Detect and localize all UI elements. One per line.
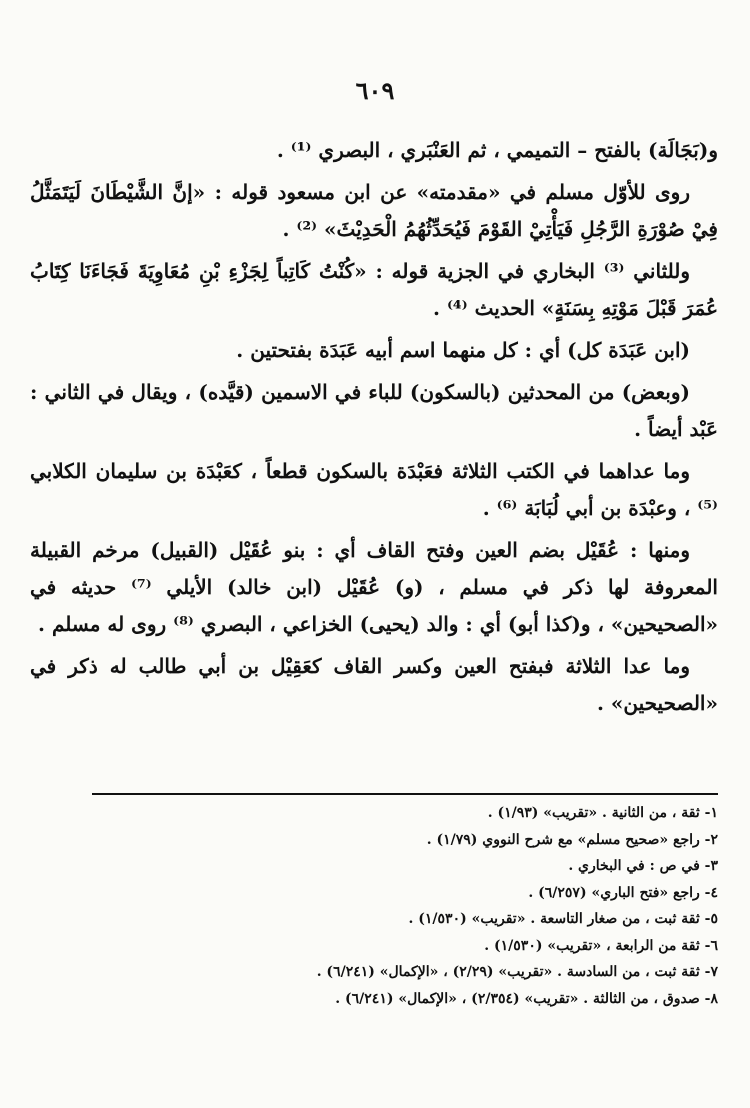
footnote: ٨- صدوق ، من الثالثة . «تقريب» (٢/٣٥٤) ، «الإكمال» (٦/٢٤١) . xyxy=(335,990,718,1007)
footnote: ٦- ثقة من الرابعة ، «تقريب» (١/٥٣٠) . xyxy=(484,937,718,954)
paragraph: وما عدا الثلاثة فبفتح العين وكسر القاف كعَقِيْل بن أبي طالب له ذكر في «الصحيحين» . xyxy=(30,654,718,715)
main-text xyxy=(30,132,718,727)
footnote: ٤- راجع «فتح الباري» (٦/٢٥٧) . xyxy=(528,884,718,901)
paragraph: وما عداهما في الكتب الثلاثة فعَبْدَة بالسكون قطعاً ، كعَبْدَة بن سليمان الكلابي ⁽⁵⁾ ، وعبْدَة بن أبي لُبَابَة ⁽⁶⁾ . xyxy=(30,459,718,520)
paragraph: (وبعض) من المحدثين (بالسكون) للباء في الاسمين (قيَّده) ، ويقال في الثاني : عَبْد أيضاً . xyxy=(30,380,718,441)
paragraph: (ابن عَبَدَة كل) أي : كل منهما اسم أبيه عَبَدَة بفتحتين . xyxy=(236,338,690,362)
footnote: ١- ثقة ، من الثانية . «تقريب» (١/٩٣) . xyxy=(487,805,718,821)
paragraph: ومنها : عُقَيْل بضم العين وفتح القاف أي : بنو عُقَيْل (القبيل) مرخم القبيلة المعروفة لها ذكر في مسلم ، (و) عُقَيْل (ابن خالد) الأيلي ⁽⁷⁾ حديثه في «الصحيحين» ، و(كذا أبو) أي : والد (يحيى) الخزاعي ، البصري ⁽⁸⁾ روى له مسلم . xyxy=(30,538,718,636)
footnote: ٧- ثقة ثبت ، من السادسة . «تقريب» (٢/٢٩) ، «الإكمال» (٦/٢٤١) . xyxy=(316,964,718,980)
footnote: ٢- راجع «صحيح مسلم» مع شرح النووي (١/٧٩) . xyxy=(426,831,718,848)
footnote: ٣- في ص : في البخاري . xyxy=(568,858,718,874)
footnote-divider xyxy=(92,793,718,795)
paragraph: و(بَجَالَة) بالفتح – التميمي ، ثم العَنْبَري ، البصري ⁽¹⁾ . xyxy=(276,138,718,162)
paragraph: وللثاني ⁽³⁾ البخاري في الجزية قوله : «كُنْتُ كَاتِباً لِجَزْءِ بْنِ مُعَاوِيَةَ فَجَاءَنَا كِتَابُ عُمَرَ قَبْلَ مَوْتِهِ بِسَنَةٍ» الحديث ⁽⁴⁾ . xyxy=(30,259,718,320)
paragraph: روى للأوّل مسلم في «مقدمته» عن ابن مسعود قوله : «إنَّ الشَّيْطَانَ لَيَتَمَثَّلُ فِيْ صُوْرَةِ الرَّجُلِ فَيَأْتِيْ القَوْمَ فَيُحَدِّثُهُمُ الْحَدِيْثَ» ⁽²⁾ . xyxy=(30,180,718,241)
footnotes xyxy=(68,800,718,1012)
footnote: ٥- ثقة ثبت ، من صغار التاسعة . «تقريب» (١/٥٣٠) . xyxy=(408,911,718,927)
page-number: ٦٠٩ xyxy=(355,76,395,105)
